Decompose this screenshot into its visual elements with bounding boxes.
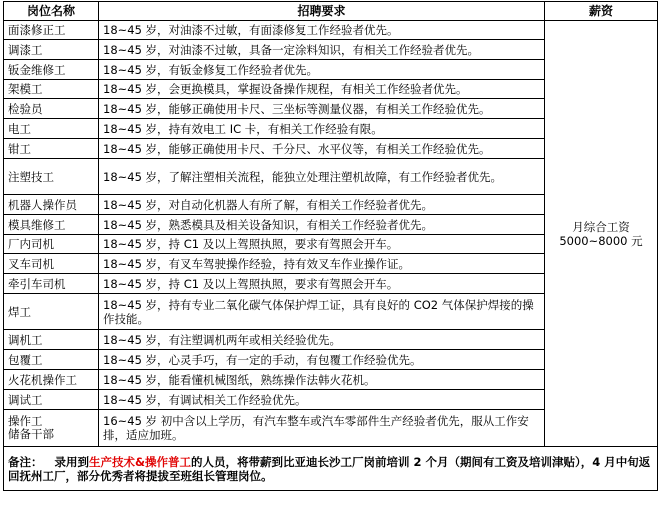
requirement-text: 18~45 岁，对自动化机器人有所了解，有相关工作经验者优先。	[99, 195, 545, 215]
recruitment-table	[3, 1, 658, 491]
requirement-text: 18~45 岁，持 C1 及以上驾照执照，要求有驾照会开车。	[99, 235, 545, 254]
note-cell	[4, 447, 658, 491]
position-name: 焊工	[4, 294, 99, 330]
salary-line-2: 5000~8000 元	[559, 233, 643, 248]
requirement-text: 18~45 岁，能够正确使用卡尺、三坐标等测量仪器，有相关工作经验优先。	[99, 99, 545, 119]
position-name: 包覆工	[4, 350, 99, 370]
requirement-text: 18~45 岁，有注塑调机两年或相关经验优先。	[99, 330, 545, 350]
salary-cell	[545, 21, 658, 447]
requirement-text: 18~45 岁，有钣金修复工作经验者优先。	[99, 60, 545, 80]
table-header-row	[4, 2, 658, 21]
header-requirement: 招聘要求	[99, 2, 545, 21]
position-name: 厂内司机	[4, 235, 99, 254]
requirement-text: 18~45 岁，持 C1 及以上驾照执照，要求有驾照会开车。	[99, 274, 545, 294]
requirement-text: 18~45 岁，对油漆不过敏，有面漆修复工作经验者优先。	[99, 21, 545, 40]
position-name: 调试工	[4, 390, 99, 410]
recruitment-document	[3, 1, 657, 491]
note-highlight: 生产技术&操作普工	[89, 454, 192, 469]
position-name: 钳工	[4, 139, 99, 159]
requirement-text: 18~45 岁，熟悉模具及相关设备知识，有相关工作经验者优先。	[99, 215, 545, 235]
position-name: 电工	[4, 119, 99, 139]
requirement-text: 18~45 岁，有调试相关工作经验优先。	[99, 390, 545, 410]
position-name: 钣金维修工	[4, 60, 99, 80]
position-name: 注塑技工	[4, 159, 99, 195]
position-name: 架模工	[4, 80, 99, 99]
position-name: 机器人操作员	[4, 195, 99, 215]
note-label: 备注：	[8, 454, 43, 469]
note-text-2: 的人员，将带薪到比亚迪长沙工厂岗前培训 2 个月（期间有工资及培训津贴），4 月中旬返回抚州工厂，部分优秀者将提拔至班组长管理岗位。	[8, 454, 651, 483]
position-name: 模具维修工	[4, 215, 99, 235]
position-name: 火花机操作工	[4, 370, 99, 390]
position-name: 检验员	[4, 99, 99, 119]
requirement-text: 18~45 岁，心灵手巧，有一定的手动，有包覆工作经验优先。	[99, 350, 545, 370]
position-name: 操作工 储备干部	[4, 410, 99, 447]
header-salary: 薪资	[545, 2, 658, 21]
position-name: 调机工	[4, 330, 99, 350]
note-row	[4, 447, 658, 491]
requirement-text: 18~45 岁，持有效电工 IC 卡，有相关工作经验有限。	[99, 119, 545, 139]
salary-line-1: 月综合工资	[572, 219, 630, 234]
requirement-text: 18~45 岁，持有专业二氧化碳气体保护焊工证，具有良好的 CO2 气体保护焊接的操作技能。	[99, 294, 545, 330]
requirement-text: 18~45 岁，能够正确使用卡尺、千分尺、水平仪等，有相关工作经验优先。	[99, 139, 545, 159]
position-name: 牵引车司机	[4, 274, 99, 294]
requirement-text: 18~45 岁，会更换模具，掌握设备操作规程，有相关工作经验者优先。	[99, 80, 545, 99]
requirement-text: 18~45 岁，对油漆不过敏，具备一定涂料知识，有相关工作经验者优先。	[99, 40, 545, 60]
header-position: 岗位名称	[4, 2, 99, 21]
note-text-1: 录用到	[54, 454, 89, 469]
position-name: 面漆修正工	[4, 21, 99, 40]
requirement-text: 18~45 岁，能看懂机械图纸，熟练操作法韩火花机。	[99, 370, 545, 390]
requirement-text: 18~45 岁，有叉车驾驶操作经验，持有效叉车作业操作证。	[99, 254, 545, 274]
table-row	[4, 21, 658, 40]
position-name: 调漆工	[4, 40, 99, 60]
requirement-text: 16~45 岁 初中含以上学历，有汽车整车或汽车零部件生产经验者优先，服从工作安排，适应加班。	[99, 410, 545, 447]
position-name: 叉车司机	[4, 254, 99, 274]
requirement-text: 18~45 岁，了解注塑相关流程，能独立处理注塑机故障，有工作经验者优先。	[99, 159, 545, 195]
